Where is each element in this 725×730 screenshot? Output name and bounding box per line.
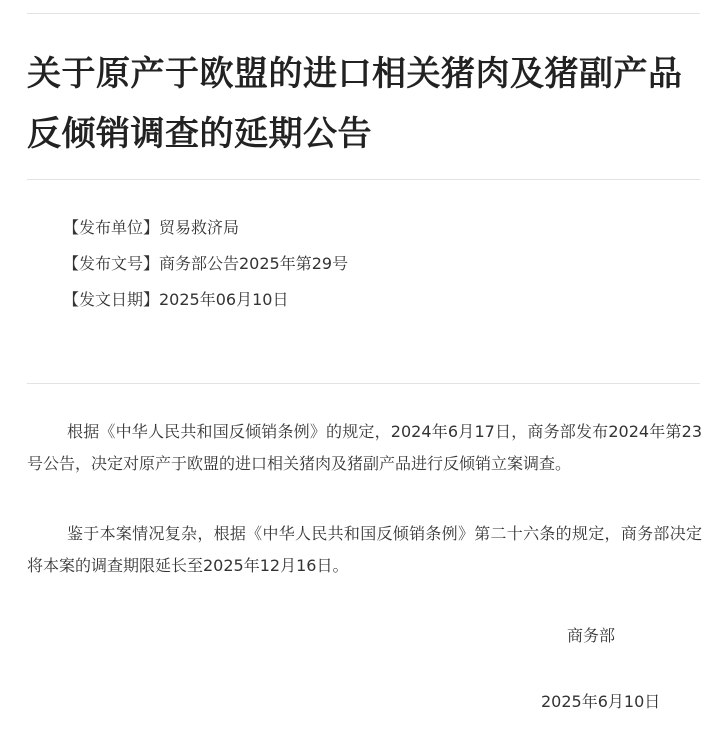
body-paragraph-2: 鉴于本案情况复杂，根据《中华人民共和国反倾销条例》第二十六条的规定，商务部决定将本案的调查期限延长至2025年12月16日。: [27, 524, 702, 575]
issuer-field: 【发布单位】贸易救济局: [63, 218, 240, 237]
content-divider: [27, 383, 700, 384]
doc-number-field: 【发布文号】商务部公告2025年第29号: [63, 254, 349, 273]
body-paragraph-1: 根据《中华人民共和国反倾销条例》的规定，2024年6月17日，商务部发布2024年第23号公告，决定对原产于欧盟的进口相关猪肉及猪副产品进行反倾销立案调查。: [27, 422, 702, 473]
title-divider: [27, 179, 700, 180]
top-divider: [27, 13, 700, 14]
notice-metadata: [63, 213, 348, 321]
page-title: 关于原产于欧盟的进口相关猪肉及猪副产品反倾销调查的延期公告: [27, 54, 683, 154]
issue-date-field: 【发文日期】2025年06月10日: [63, 290, 289, 309]
signature-date: 2025年6月10日: [541, 692, 661, 711]
signature-org: 商务部: [567, 626, 616, 645]
